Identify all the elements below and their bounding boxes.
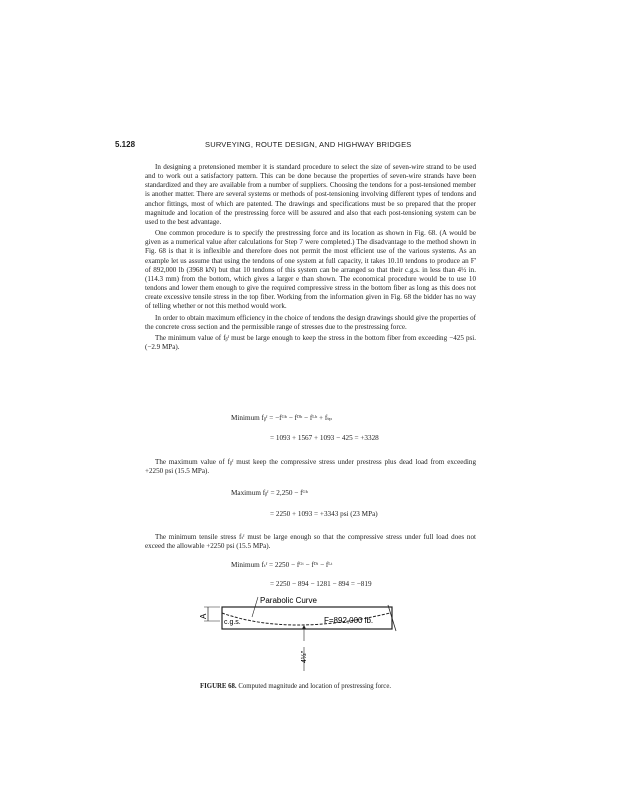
page-number: 5.128 [115,140,136,149]
beam-diagram [200,595,400,677]
figure-68 [200,595,400,677]
body-text [145,163,476,354]
equation-max-fbf-line2: = 2250 + 1093 = +3343 psi (23 MPa) [270,510,378,518]
equation-min-fbf-line2: = 1093 + 1567 + 1093 − 425 = +3328 [270,434,379,442]
page-header [115,140,515,154]
dimension-4half-label: 4½" [301,650,308,663]
running-head: SURVEYING, ROUTE DESIGN, AND HIGHWAY BRIDGES [205,140,412,149]
parabolic-label: Parabolic Curve [260,596,317,605]
dimension-a-label: A [199,613,208,619]
figure-caption [200,682,400,691]
equation-min-ftf-line2: = 2250 − 894 − 1281 − 894 = −819 [270,580,372,588]
paragraph: One common procedure is to specify the prestressing force and its location as shown in Fig. 68. (A would be given as a numerical value after calculations for Step 7 were completed.) The disadvantage to the method shown in Fig. 68 is that it is inflexible and therefore does not permit the most efficient use of the various systems. As an example let us assume that using the tendons of one system at full capacity, it takes 10.10 tendons to produce an F' of 892,000 lb (3968 kN) but that 10 tendons of this system can be arranged so that their c.g.s. in less than 4½ in. (114.3 mm) from the bottom, which gives a larger e than shown. The economical procedure would be to use 10 tendons and lower them enough to give the required compressive stress in the bottom fiber as long as this does not create excessive tensile stress in the top fiber. Working from the information given in Fig. 68 the bidder has no way of telling whether or not this method would work. [145,229,476,311]
cgs-label: c.g.s. [224,619,241,626]
equation-min-ftf-line1: Minimum fₜᶠ = 2250 − fᴳᵗ − fᴰᵗ − fᴸᵗ [231,561,333,569]
paragraph-min-tensile [145,533,476,551]
paragraph: In designing a pretensioned member it is standard procedure to select the size of seven-wire strand to be used and to work out a satisfactory pattern. This can be done because the properties of seven-wire strands have been standardized and they are available from a number of suppliers. Choosing the tendons for a post-tensioned member is another matter. There are several systems or methods of post-tensioning involving different types of tendons and anchor fittings, most of which are patented. The drawings and specifications must be so prepared that the proper magnitude and location of the prestressing force will be assured and also that each post-tensioning system can be used to the best advantage. [145,163,476,226]
paragraph: The minimum value of fᵦᶠ must be large enough to keep the stress in the bottom fiber from exceeding −425 psi. (−2.9 MPa). [145,333,476,351]
caption-number: FIGURE 68. [200,683,237,690]
force-label: F=892,000 lb. [324,616,374,625]
equation-min-fbf-line1: Minimum fᵦᶠ = −fᴳᵇ − fᴰᵇ − fᴸᵇ + fₜₚ [231,414,332,422]
paragraph-max [145,458,476,476]
paragraph: In order to obtain maximum efficiency in the choice of tendons the design drawings should give the properties of the concrete cross section and the permissible range of stresses due to the prestressing force. [145,313,476,331]
paragraph: The maximum value of fᵦᶠ must keep the compressive stress under prestress plus dead load from exceeding +2250 psi (15.5 MPa). [145,458,476,476]
caption-text: Computed magnitude and location of prestressing force. [238,683,392,690]
paragraph: The minimum tensile stress fₜᶠ must be large enough so that the compressive stress under full load does not exceed the allowable +2250 psi (15.5 MPa). [145,533,476,551]
equation-max-fbf-line1: Maximum fᵦᶠ = 2,250 − fᴳᵇ [231,489,308,497]
